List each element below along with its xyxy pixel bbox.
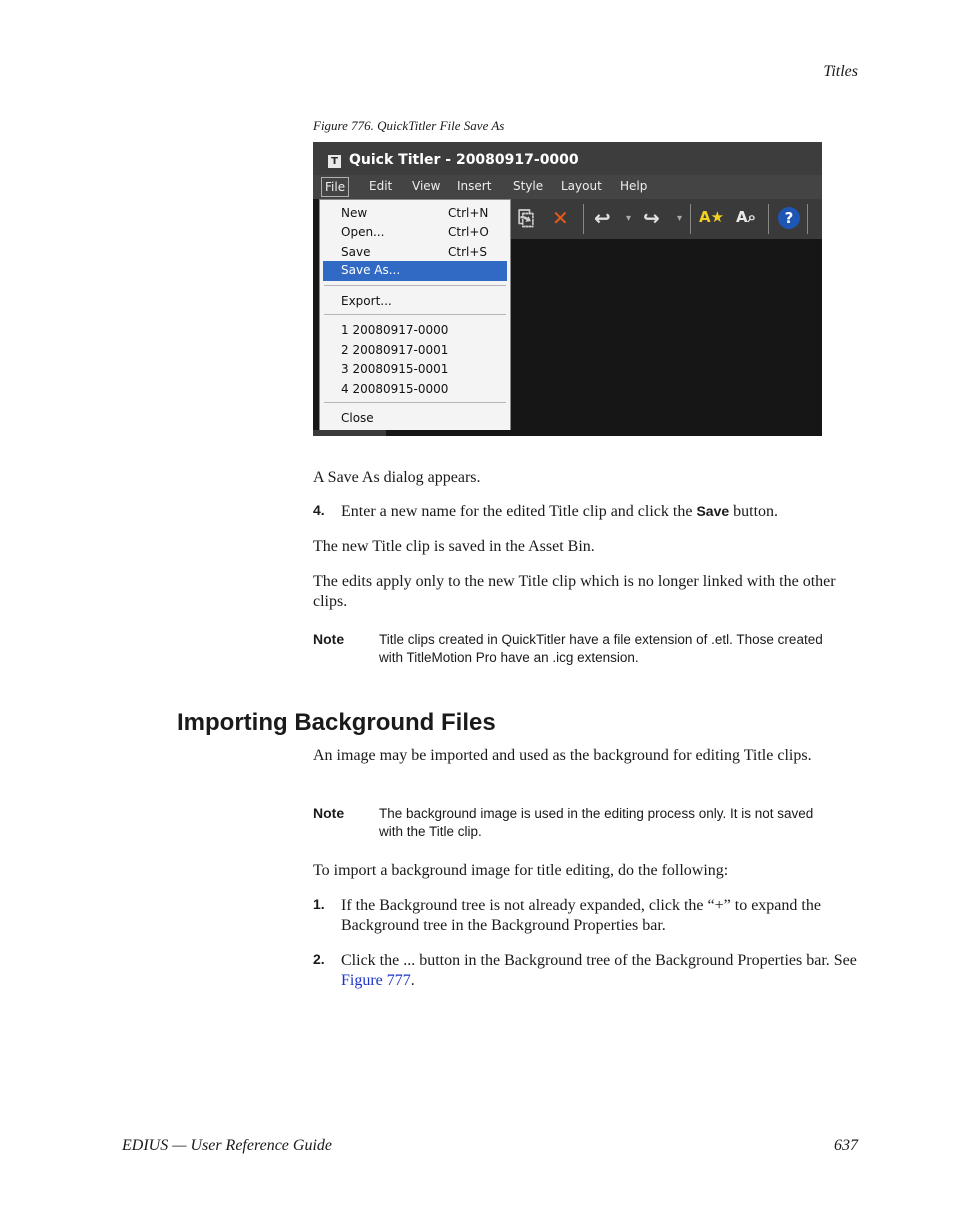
menu-item-save-as[interactable]: Save As...: [323, 261, 507, 281]
figure-caption: Figure 776. QuickTitler File Save As: [313, 118, 505, 133]
menu-item-save[interactable]: Save Ctrl+S: [341, 245, 488, 259]
toolbar-separator: [768, 204, 769, 234]
menu-insert[interactable]: Insert: [457, 179, 492, 193]
menu-item-recent[interactable]: 3 20080915-0001: [341, 362, 449, 376]
menu-item-open[interactable]: Open... Ctrl+O: [341, 225, 489, 239]
menu-item-new[interactable]: New Ctrl+N: [341, 206, 489, 220]
paragraph: To import a background image for title editing, do the following:: [313, 862, 729, 879]
menu-item-close[interactable]: Close: [341, 411, 374, 425]
quicktitler-screenshot: [313, 142, 822, 436]
menu-style[interactable]: Style: [513, 179, 544, 193]
menu-separator: [324, 314, 506, 315]
menu-help[interactable]: Help: [620, 179, 648, 193]
menu-edit[interactable]: Edit: [369, 179, 393, 193]
paragraph: The new Title clip is saved in the Asset Bin.: [313, 538, 595, 555]
menu-item-recent[interactable]: 1 20080917-0000: [341, 323, 449, 337]
paste-icon[interactable]: ⎘: [518, 206, 534, 230]
redo-icon[interactable]: ↪: [643, 206, 660, 230]
note-text: The background image is used in the editing process only. It is not saved with the Title clip.: [379, 806, 814, 839]
note-label: Note: [313, 805, 345, 821]
delete-icon[interactable]: ✕: [552, 206, 569, 230]
note-label: Note: [313, 631, 345, 647]
undo-icon[interactable]: ↩: [594, 206, 611, 230]
paragraph: The edits apply only to the new Title clip which is no longer linked with the other clips.: [313, 573, 836, 610]
menu-item-recent[interactable]: 2 20080917-0001: [341, 343, 449, 357]
save-button-reference: Save: [696, 503, 730, 519]
find-text-icon[interactable]: A⌕: [736, 208, 757, 226]
section-heading: Importing Background Files: [177, 709, 496, 736]
menu-view[interactable]: View: [412, 179, 441, 193]
menu-item-export[interactable]: Export...: [341, 294, 392, 308]
undo-dropdown-icon[interactable]: ▾: [626, 213, 632, 224]
step-4: 4. Enter a new name for the edited Title clip and click the Save button.: [313, 502, 779, 520]
window-title: Quick Titler - 20080917-0000: [349, 152, 579, 168]
file-menu-dropdown: [319, 199, 511, 432]
menu-layout[interactable]: Layout: [561, 179, 602, 193]
step-1: 1. If the Background tree is not already expanded, click the “+” to expand the Background tree in the Background Properties bar.: [313, 896, 821, 934]
toolbar-separator: [583, 204, 584, 234]
toolbar-separator: [690, 204, 691, 234]
figure-777-link[interactable]: Figure 777: [341, 972, 411, 989]
paragraph: A Save As dialog appears.: [313, 469, 481, 486]
footer-title: EDIUS — User Reference Guide: [122, 1137, 333, 1154]
app-icon: T: [328, 155, 341, 168]
paragraph: An image may be imported and used as the background for editing Title clips.: [313, 747, 812, 764]
text-style-icon[interactable]: A★: [699, 208, 725, 226]
menu-separator: [324, 285, 506, 286]
menu-separator: [324, 402, 506, 403]
status-strip: [313, 430, 822, 436]
page-number: 637: [834, 1137, 858, 1154]
step-2: 2. Click the ... button in the Background tree of the Background Properties bar. See Figure 777.: [313, 951, 857, 989]
help-icon[interactable]: ?: [778, 207, 800, 229]
menu-file[interactable]: File: [321, 177, 349, 197]
note-text: Title clips created in QuickTitler have a file extension of .etl. Those created with TitleMotion Pro have an .icg extension.: [379, 632, 823, 665]
toolbar-separator: [807, 204, 808, 234]
menu-item-recent[interactable]: 4 20080915-0000: [341, 382, 449, 396]
running-header: Titles: [823, 63, 858, 80]
redo-dropdown-icon[interactable]: ▾: [677, 213, 683, 224]
